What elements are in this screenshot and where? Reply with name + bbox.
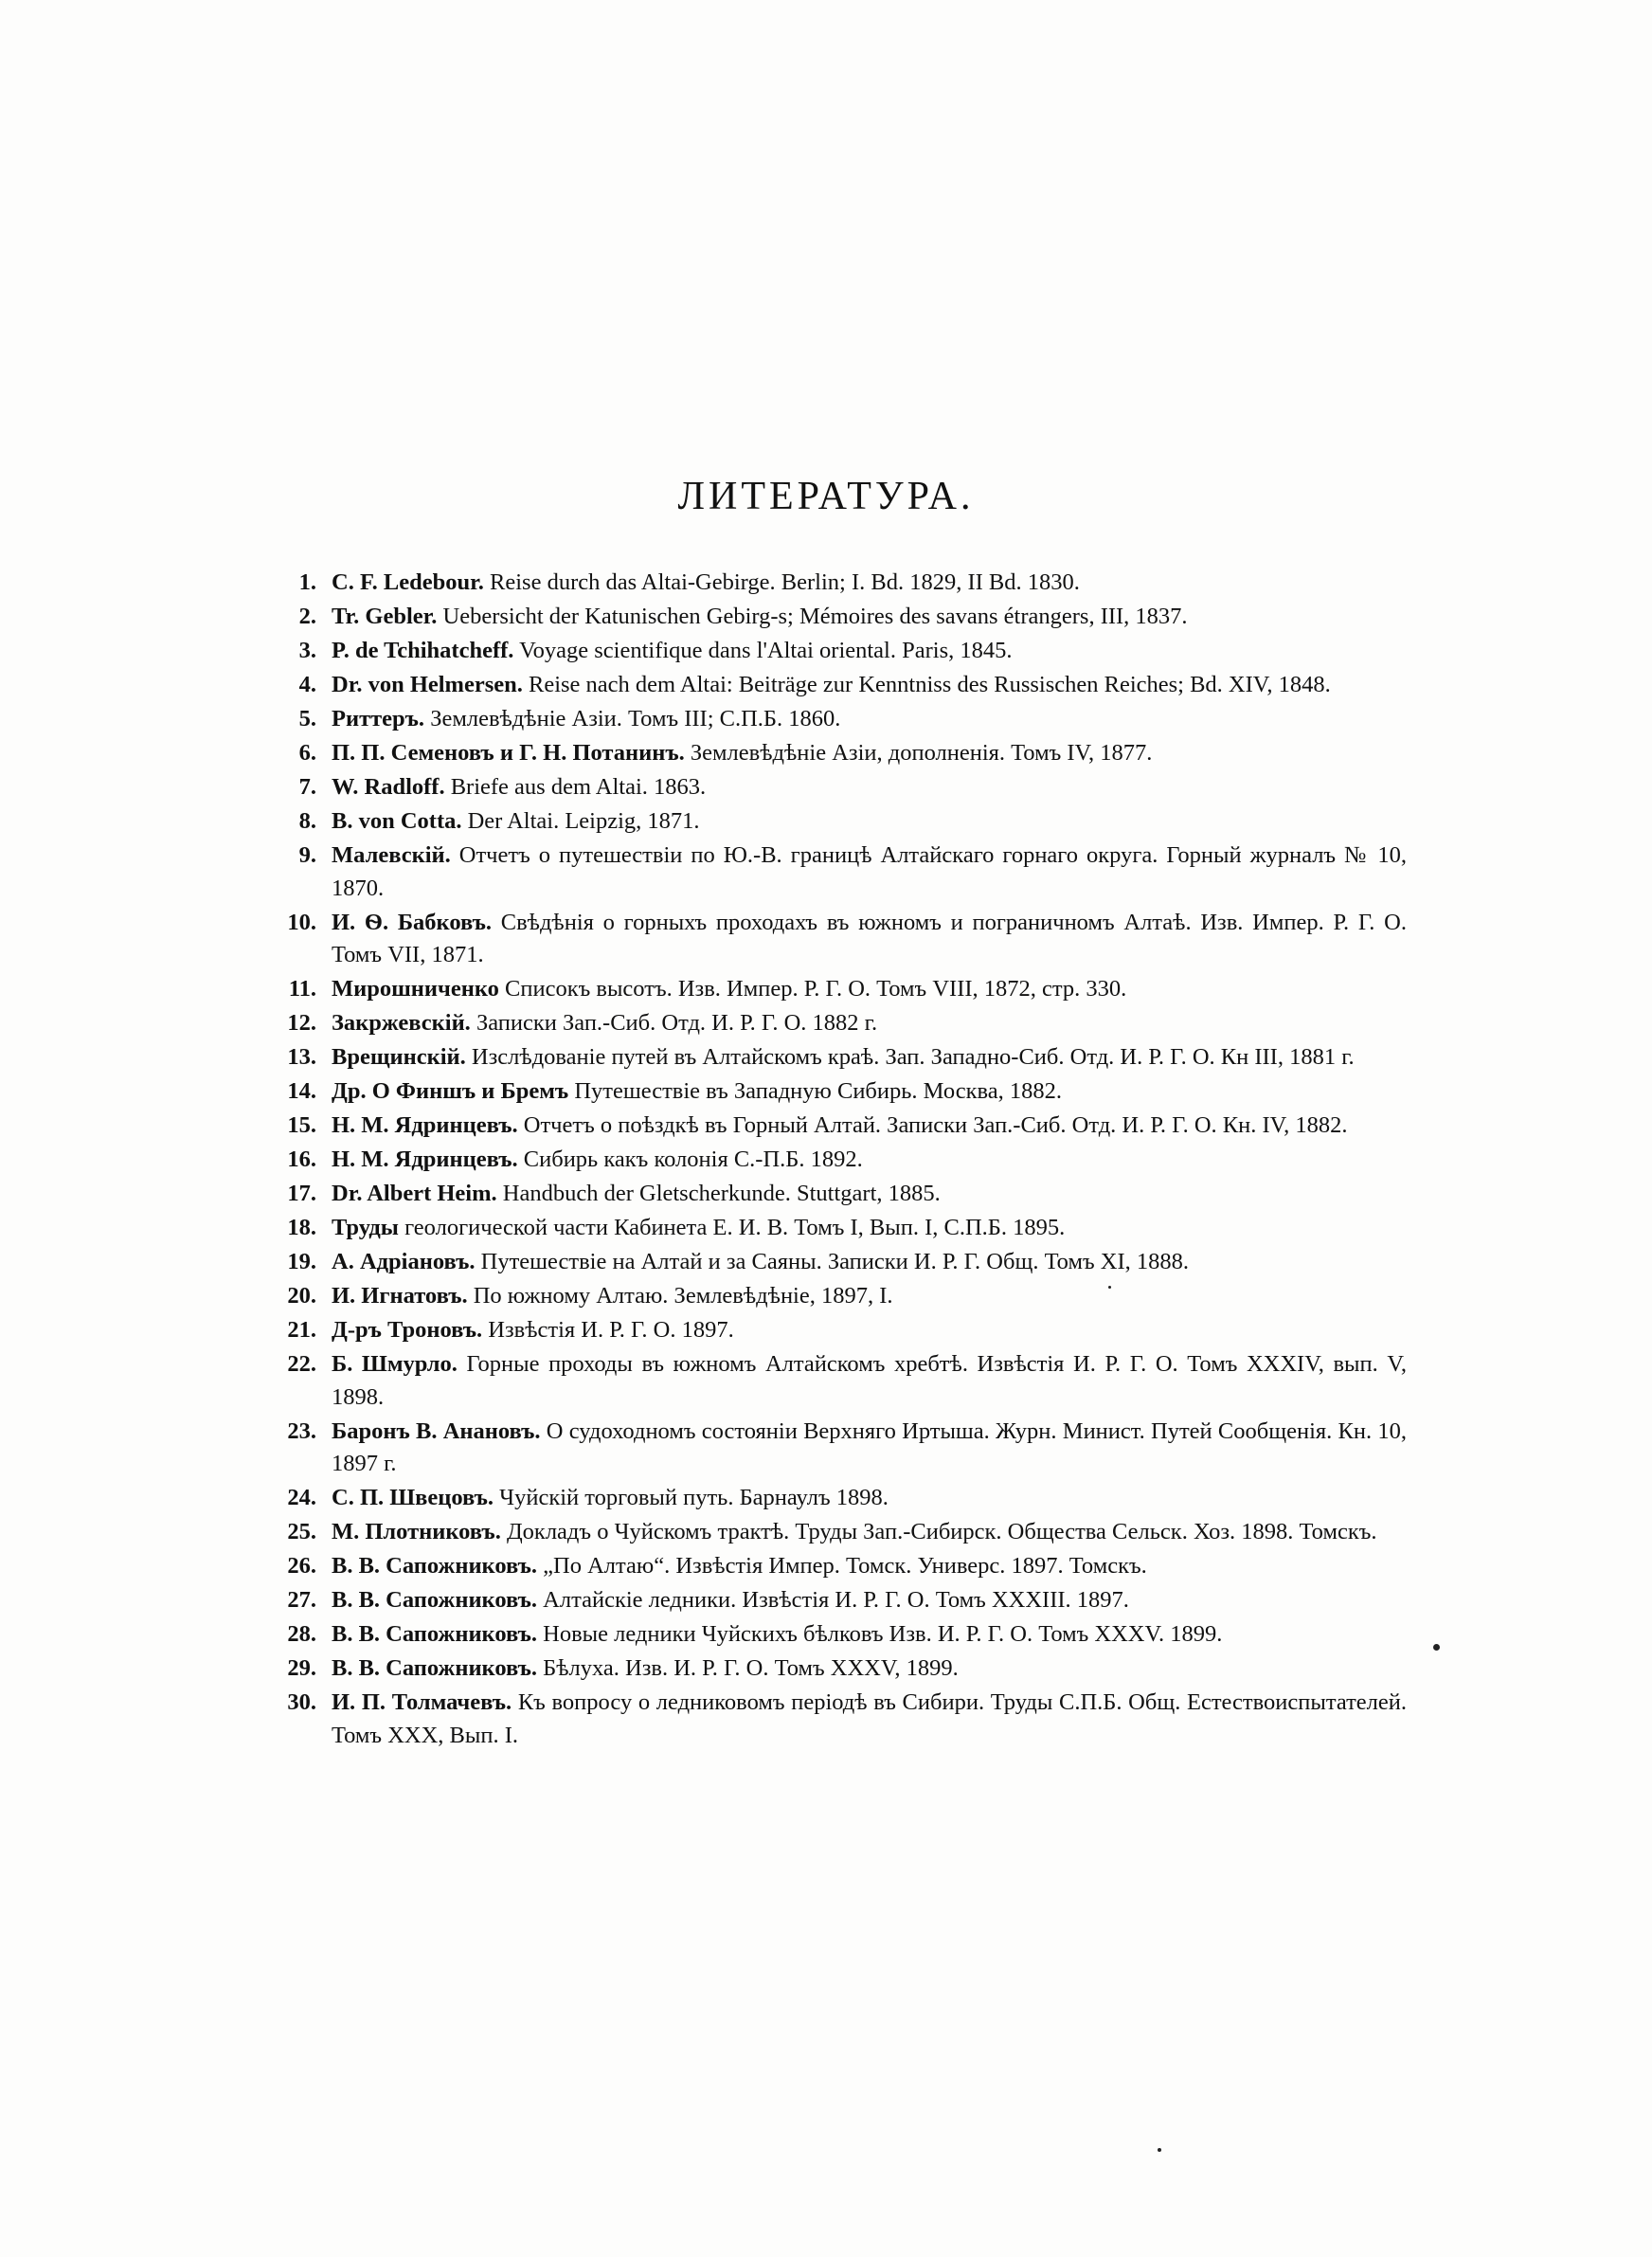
entry-text: Чуйскій торговый путь. Барнаулъ 1898. [494,1485,889,1510]
entry-number: 30. [287,1689,316,1715]
ink-speck [1433,1644,1440,1651]
entry-number: 4. [298,672,316,697]
entry-number: 24. [287,1485,316,1510]
entry-author: Труды [332,1215,399,1240]
entry-number: 3. [298,638,316,663]
bibliography-entry-23 [275,1416,1407,1481]
entry-author: Н. М. Ядринцевъ. [332,1147,518,1172]
entry-author: В. В. Сапожниковъ. [332,1587,538,1613]
bibliography-entry-15 [275,1110,1407,1143]
entry-author: Б. Шмурло. [332,1351,458,1377]
bibliography-entry-24 [275,1482,1407,1515]
entry-author: В. В. Сапожниковъ. [332,1655,538,1681]
bibliography-entry-22 [275,1348,1407,1414]
entry-author: Dr. von Helmersen. [332,672,523,697]
bibliography-entry-14 [275,1075,1407,1109]
entry-number: 22. [287,1351,316,1377]
entry-author: И. Ѳ. Бабковъ. [332,909,493,935]
bibliography-entry-25 [275,1516,1407,1549]
page-title: ЛИТЕРАТУРА. [677,475,975,518]
entry-text: Briefe aus dem Altai. 1863. [444,774,707,800]
entry-author: Д-ръ Троновъ. [332,1317,483,1343]
entry-text: Путешествіе въ Западную Сибирь. Москва, 1882. [568,1078,1062,1104]
entry-text: Der Altai. Leipzig, 1871. [461,808,700,834]
entry-number: 14. [287,1078,316,1104]
entry-text: Новые ледники Чуйскихъ бѣлковъ Изв. И. Р. Г. О. Томъ XXXV. 1899. [537,1621,1223,1647]
entry-author: Н. М. Ядринцевъ. [332,1112,518,1138]
entry-text: Handbuch der Gletscherkunde. Stuttgart, 1885. [496,1181,941,1206]
entry-author: Малевскій. [332,842,451,868]
bibliography-entry-7 [275,771,1407,804]
entry-author: В. В. Сапожниковъ. [332,1553,538,1579]
entry-text: Землевѣдѣніе Азіи. Томъ III; С.П.Б. 1860. [424,706,841,731]
entry-author: Мирошниченко [332,976,499,1002]
ink-speck [1108,1286,1111,1289]
entry-text: Voyage scientifique dans l'Altai oriental. Paris, 1845. [513,638,1013,663]
bibliography-entry-5 [275,703,1407,736]
entry-number: 18. [287,1215,316,1240]
bibliography-entry-19 [275,1246,1407,1279]
entry-text: Бѣлуха. Изв. И. Р. Г. О. Томъ XXXV, 1899. [537,1655,959,1681]
entry-text: Reise nach dem Altai: Beiträge zur Kenntniss des Russischen Reiches; Bd. XIV, 1848. [522,672,1331,697]
entry-author: Врещинскій. [332,1044,466,1070]
entry-text: Сибирь какъ колонія С.-П.Б. 1892. [517,1147,863,1172]
entry-number: 17. [287,1181,316,1206]
bibliography-entry-3 [275,635,1407,668]
entry-text: Изслѣдованіе путей въ Алтайскомъ краѣ. Зап. Западно-Сиб. Отд. И. Р. Г. О. Кн III, 1881 г. [465,1044,1355,1070]
bibliography-entry-4 [275,669,1407,702]
entry-number: 16. [287,1147,316,1172]
bibliography-entry-16 [275,1144,1407,1177]
entry-author: Баронъ В. Анановъ. [332,1417,541,1444]
entry-author: W. Radloff. [332,774,445,800]
bibliography-entry-21 [275,1314,1407,1347]
bibliography-entry-17 [275,1178,1407,1211]
entry-text: Списокъ высотъ. Изв. Импер. Р. Г. О. Томъ VIII, 1872, стр. 330. [498,976,1127,1002]
entry-text: Путешествіе на Алтай и за Саяны. Записки И. Р. Г. Общ. Томъ XI, 1888. [475,1249,1189,1274]
entry-author: C. F. Ledebour. [332,569,484,595]
entry-text: Reise durch das Altai-Gebirge. Berlin; I. Bd. 1829, II Bd. 1830. [483,569,1080,595]
entry-text: Записки Зап.-Сиб. Отд. И. Р. Г. О. 1882 г. [470,1010,878,1036]
entry-author: Dr. Albert Heim. [332,1181,497,1206]
entry-number: 23. [287,1417,316,1444]
bibliography-list [275,567,1407,1754]
entry-author: С. П. Швецовъ. [332,1485,494,1510]
entry-author: П. П. Семеновъ и Г. Н. Потанинъ. [332,740,685,766]
entry-number: 11. [288,976,316,1002]
bibliography-entry-2 [275,601,1407,634]
entry-number: 19. [287,1249,316,1274]
entry-number: 21. [287,1317,316,1343]
entry-number: 2. [298,604,316,629]
entry-author: И. П. Толмачевъ. [332,1689,512,1715]
entry-author: B. von Cotta. [332,808,462,834]
entry-text: „По Алтаю“. Извѣстія Импер. Томск. Универс. 1897. Томскъ. [537,1553,1147,1579]
entry-text: Докладъ о Чуйскомъ трактѣ. Труды Зап.-Сибирск. Общества Сельск. Хоз. 1898. Томскъ. [500,1519,1377,1544]
entry-number: 13. [287,1044,316,1070]
entry-number: 10. [287,909,316,935]
entry-text: Горные проходы въ южномъ Алтайскомъ хребтѣ. Извѣстія И. Р. Г. О. Томъ XXXIV, вып. V, 1898. [332,1351,1407,1410]
bibliography-entry-11 [275,973,1407,1006]
entry-author: М. Плотниковъ. [332,1519,501,1544]
bibliography-entry-6 [275,737,1407,770]
bibliography-entry-29 [275,1652,1407,1686]
entry-text: Извѣстія И. Р. Г. О. 1897. [482,1317,734,1343]
entry-author: Др. О Финшъ и Бремъ [332,1078,569,1104]
entry-text: Къ вопросу о ледниковомъ періодѣ въ Сибири. Труды С.П.Б. Общ. Естествоиспытателей. Томъ XXX, Вып. I. [332,1689,1407,1748]
bibliography-entry-13 [275,1041,1407,1074]
entry-author: Закржевскій. [332,1010,471,1036]
entry-text: Uebersicht der Katunischen Gebirg-s; Mémoires des savans étrangers, III, 1837. [437,604,1188,629]
entry-text: Алтайскіе ледники. Извѣстія И. Р. Г. О. Томъ XXXIII. 1897. [537,1587,1129,1613]
bibliography-entry-30 [275,1687,1407,1752]
bibliography-entry-18 [275,1212,1407,1245]
bibliography-entry-1 [275,567,1407,600]
bibliography-entry-27 [275,1584,1407,1617]
entry-author: Tr. Gebler. [332,604,438,629]
entry-number: 15. [287,1112,316,1138]
entry-number: 29. [287,1655,316,1681]
bibliography-entry-26 [275,1550,1407,1583]
bibliography-entry-28 [275,1618,1407,1652]
entry-number: 1. [298,569,316,595]
entry-number: 27. [287,1587,316,1613]
entry-author: В. В. Сапожниковъ. [332,1621,538,1647]
entry-text: Землевѣдѣніе Азіи, дополненія. Томъ IV, 1877. [684,740,1153,766]
ink-speck [1158,2148,1161,2152]
entry-number: 8. [298,808,316,834]
bibliography-entry-8 [275,805,1407,839]
entry-number: 20. [287,1283,316,1309]
entry-text: Свѣдѣнія о горныхъ проходахъ въ южномъ и пограничномъ Алтаѣ. Изв. Импер. Р. Г. О. Томъ VII, 1871. [332,909,1407,967]
bibliography-entry-10 [275,907,1407,972]
entry-number: 5. [298,706,316,731]
entry-number: 7. [298,774,316,800]
entry-text: геологической части Кабинета Е. И. В. Томъ I, Вып. I, С.П.Б. 1895. [398,1215,1066,1240]
entry-number: 28. [287,1621,316,1647]
entry-author: И. Игнатовъ. [332,1283,468,1309]
entry-number: 26. [287,1553,316,1579]
entry-text: Отчетъ о путешествіи по Ю.-В. границѣ Алтайскаго горнаго округа. Горный журналъ № 10, 1870. [332,842,1407,901]
entry-author: P. de Tchihatcheff. [332,638,514,663]
entry-number: 12. [287,1010,316,1036]
entry-number: 6. [298,740,316,766]
bibliography-entry-20 [275,1280,1407,1313]
bibliography-entry-12 [275,1007,1407,1040]
entry-author: Риттеръ. [332,706,425,731]
bibliography-entry-9 [275,840,1407,905]
entry-text: О судоходномъ состояніи Верхняго Иртыша. Журн. Минист. Путей Сообщенія. Кн. 10, 1897 г. [332,1417,1407,1476]
entry-number: 25. [287,1519,316,1544]
entry-text: Отчетъ о поѣздкѣ въ Горный Алтай. Записки Зап.-Сиб. Отд. И. Р. Г. О. Кн. IV, 1882. [517,1112,1348,1138]
entry-number: 9. [298,842,316,868]
entry-text: По южному Алтаю. Землевѣдѣніе, 1897, I. [467,1283,893,1309]
entry-author: А. Адріановъ. [332,1249,476,1274]
